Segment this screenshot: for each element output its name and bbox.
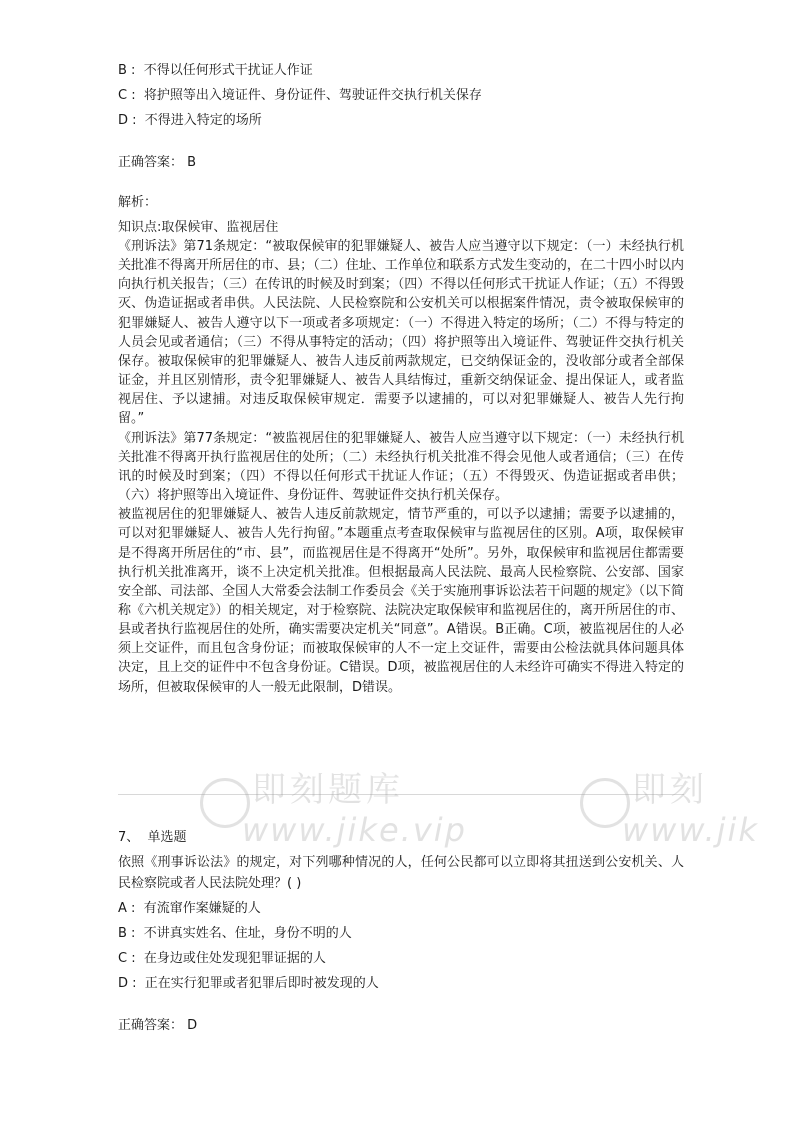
analysis-body — [118, 237, 684, 697]
question-stem: 依照《刑事诉讼法》的规定，对下列哪种情况的人，任何公民都可以立即将其扭送到公安机关、人民检察院或者人民法院处理？( ) — [118, 855, 684, 891]
q7-correct-answer: 正确答案： D — [118, 1018, 198, 1033]
question-header — [118, 828, 187, 848]
q7-option-a: A : 有流窜作案嫌疑的人 — [118, 901, 261, 916]
option-c: C : 将护照等出入境证件、身份证件、驾驶证件交执行机关保存 — [118, 88, 482, 103]
watermark-logo-icon — [200, 778, 250, 828]
watermark-logo-icon — [580, 778, 630, 828]
answer-value: B — [187, 155, 197, 170]
analysis-paragraph: 《刑诉法》第71条规定：“被取保候审的犯罪嫌疑人、被告人应当遵守以下规定：（一）未经执行机关批准不得离开所居住的市、县；（二）住址、工作单位和联系方式发生变动的，在二十四小时以内向执行机关报告；（三）在传讯的时候及时到案；（四）不得以任何形式干扰证人作证；（五）不得毁灭、伪造证据或者串供。人民法院、人民检察院和公安机关可以根据案件情况，责令被取保候审的犯罪嫌疑人、被告人遵守以下一项或者多项规定：（一）不得进入特定的场所；（二）不得与特定的人员会见或者通信；（三）不得从事特定的活动；（四）将护照等出入境证件、驾驶证件交执行机关保存。被取保候审的犯罪嫌疑人、被告人违反前两款规定，已交纳保证金的，没收部分或者全部保证金，并且区别情形，责令犯罪嫌疑人、被告人具结悔过，重新交纳保证金、提出保证人，或者监视居住、予以逮捕。对违反取保候审规定．需要予以逮捕的，可以对犯罪嫌疑人、被告人先行拘留。” — [118, 239, 684, 427]
q7-option-d: D : 正在实行犯罪或者犯罪后即时被发现的人 — [118, 976, 379, 991]
q7-option-c: C : 在身边或住处发现犯罪证据的人 — [118, 951, 326, 966]
analysis-label: 解析： — [118, 195, 158, 210]
question-type: 单选题 — [147, 830, 187, 845]
correct-answer: 正确答案： B — [118, 155, 197, 170]
watermark-left: 即刻题库 www.jike.vip — [242, 770, 467, 849]
option-b: B : 不得以任何形式干扰证人作证 — [118, 63, 313, 78]
q7-answer-value: D — [187, 1018, 198, 1033]
analysis-title: 知识点:取保候审、监视居住 — [118, 220, 279, 235]
q7-option-b: B : 不讲真实姓名、住址，身份不明的人 — [118, 926, 352, 941]
analysis-paragraph: 被监视居住的犯罪嫌疑人、被告人违反前款规定，情节严重的，可以予以逮捕；需要予以逮捕的，可以对犯罪嫌疑人、被告人先行拘留。”本题重点考查取保候审与监视居住的区别。A项，取保候审是不得离开所居住的“市、县”，而监视居住是不得离开“处所”。另外，取保候审和监视居住都需要执行机关批准离开，谈不上决定机关批准。但根据最高人民法院、最高人民检察院、公安部、国家安全部、司法部、全国人大常委会法制工作委员会《关于实施刑事诉讼法若干问题的规定》（以下简称《六机关规定》）的相关规定，对于检察院、法院决定取保候审和监视居住的，离开所居住的市、县或者执行监视居住的处所，确实需要决定机关“同意”。A错误。B正确。C项，被监视居住的人必须上交证件，而且包含身份证；而被取保候审的人不一定上交证件，需要由公检法就具体问题具体决定，且上交的证件中不包含身份证。C错误。D项，被监视居住的人未经许可确实不得进入特定的场所，但被取保候审的人一般无此限制，D错误。 — [118, 507, 684, 695]
analysis-paragraph: 《刑诉法》第77条规定：“被监视居住的犯罪嫌疑人、被告人应当遵守以下规定：（一）未经执行机关批准不得离开执行监视居住的处所；（二）未经执行机关批准不得会见他人或者通信；（三）在传讯的时候及时到案；（四）不得以任何形式干扰证人作证；（五）不得毁灭、伪造证据或者串供；（六）将护照等出入境证件、身份证件、驾驶证件交执行机关保存。 — [118, 430, 684, 504]
watermark-right: 即刻 www.jik — [622, 770, 759, 849]
option-d: D : 不得进入特定的场所 — [118, 113, 262, 128]
question-number: 7、 — [118, 830, 140, 845]
